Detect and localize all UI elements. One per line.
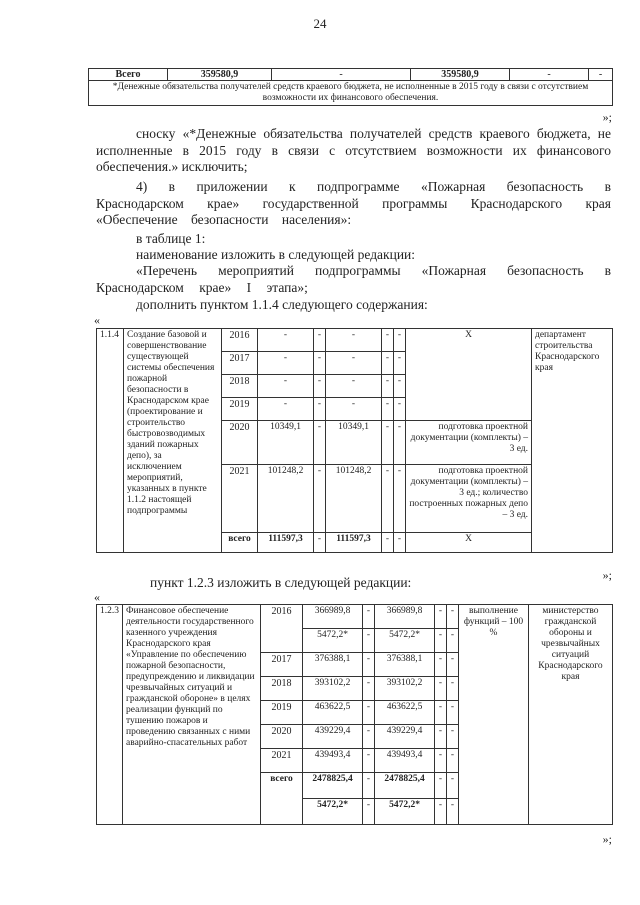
total-cell: 463622,5 bbox=[303, 701, 363, 725]
local-cell: - bbox=[435, 725, 447, 749]
total-cell: 393102,2 bbox=[303, 677, 363, 701]
total-label: всего bbox=[261, 773, 303, 825]
close-quote: »; bbox=[602, 832, 612, 846]
open-quote: « bbox=[94, 590, 100, 604]
federal-cell: - bbox=[314, 398, 326, 421]
table-row bbox=[89, 81, 613, 106]
total-cell: - bbox=[258, 398, 314, 421]
paragraph-add-114: дополнить пунктом 1.1.4 следующего содержания: bbox=[136, 297, 428, 312]
local-cell: - bbox=[435, 799, 447, 825]
federal-cell: - bbox=[363, 725, 375, 749]
table-row bbox=[97, 605, 613, 629]
table-cell: Всего bbox=[89, 69, 168, 81]
total-cell: 439493,4 bbox=[303, 749, 363, 773]
federal-cell: - bbox=[363, 701, 375, 725]
paragraph-item-123: пункт 1.2.3 изложить в следующей редакции: bbox=[150, 575, 412, 590]
federal-cell: - bbox=[314, 352, 326, 375]
total-cell: 439229,4 bbox=[303, 725, 363, 749]
total-label: всего bbox=[222, 533, 258, 553]
other-cell: - bbox=[394, 533, 406, 553]
regional-cell: 5472,2* bbox=[375, 629, 435, 653]
result-cell: подготовка проектной документации (комплекты) – 3 ед.; количество построенных пожарных депо – 3 ед. bbox=[406, 465, 532, 533]
total-cell: 5472,2* bbox=[303, 629, 363, 653]
other-cell: - bbox=[447, 725, 459, 749]
local-cell: - bbox=[382, 398, 394, 421]
total-cell: - bbox=[258, 375, 314, 398]
federal-cell: - bbox=[363, 799, 375, 825]
year-cell: 2020 bbox=[261, 725, 303, 749]
local-cell: - bbox=[435, 653, 447, 677]
federal-cell: - bbox=[314, 465, 326, 533]
other-cell: - bbox=[447, 773, 459, 799]
local-cell: - bbox=[435, 629, 447, 653]
paragraph-table1: в таблице 1: bbox=[136, 231, 206, 246]
item-name: Создание базовой и совершенствование существующей системы обеспечения пожарной безопасности в Краснодарском крае (проектирование и строительство быстровозводимых зданий пожарных депо), за исключением мероприятий, указанных в пункте 1.1.2 настоящей подпрограммы bbox=[124, 329, 222, 553]
local-cell: - bbox=[435, 701, 447, 725]
local-cell: - bbox=[435, 773, 447, 799]
total-cell: 5472,2* bbox=[303, 799, 363, 825]
federal-cell: - bbox=[363, 773, 375, 799]
other-cell: - bbox=[394, 398, 406, 421]
regional-cell: - bbox=[326, 398, 382, 421]
total-cell: 101248,2 bbox=[258, 465, 314, 533]
federal-cell: - bbox=[363, 749, 375, 773]
year-cell: 2021 bbox=[222, 465, 258, 533]
local-cell: - bbox=[382, 421, 394, 465]
year-cell: 2019 bbox=[222, 398, 258, 421]
year-cell: 2020 bbox=[222, 421, 258, 465]
table-row bbox=[97, 329, 613, 352]
year-cell: 2021 bbox=[261, 749, 303, 773]
paragraph-footnote-removal: сноску «*Денежные обязательства получателей средств краевого бюджета, не исполненные в 2015 году в связи с отсутствием возможности их финансового обеспечения.» исключить; bbox=[96, 126, 611, 174]
result-cell: выполнение функций – 100 % bbox=[459, 605, 529, 825]
regional-cell: 393102,2 bbox=[375, 677, 435, 701]
total-cell: 376388,1 bbox=[303, 653, 363, 677]
result-cell: X bbox=[406, 329, 532, 421]
regional-cell: - bbox=[326, 375, 382, 398]
federal-cell: - bbox=[363, 653, 375, 677]
open-quote: « bbox=[94, 313, 100, 327]
local-cell: - bbox=[435, 749, 447, 773]
year-cell: 2016 bbox=[261, 605, 303, 653]
executor-cell: департамент строительства Краснодарского края bbox=[532, 329, 613, 553]
local-cell: - bbox=[382, 465, 394, 533]
table-item-1-1-4 bbox=[96, 328, 613, 553]
regional-cell: 111597,3 bbox=[326, 533, 382, 553]
federal-cell: - bbox=[314, 533, 326, 553]
paragraph-item-4: 4) в приложении к подпрограмме «Пожарная безопасность в Краснодарском крае» государственной программы Краснодарского края «Обеспечение безопасности населения»: bbox=[96, 179, 611, 227]
table-cell: - bbox=[272, 69, 411, 81]
result-cell: X bbox=[406, 533, 532, 553]
other-cell: - bbox=[394, 421, 406, 465]
other-cell: - bbox=[447, 701, 459, 725]
regional-cell: 463622,5 bbox=[375, 701, 435, 725]
regional-cell: 439229,4 bbox=[375, 725, 435, 749]
regional-cell: 376388,1 bbox=[375, 653, 435, 677]
local-cell: - bbox=[382, 375, 394, 398]
year-cell: 2018 bbox=[222, 375, 258, 398]
regional-cell: 2478825,4 bbox=[375, 773, 435, 799]
other-cell: - bbox=[447, 605, 459, 629]
executor-cell: министерство гражданской обороны и чрезвычайных ситуаций Краснодарского края bbox=[529, 605, 613, 825]
regional-cell: 439493,4 bbox=[375, 749, 435, 773]
regional-cell: 5472,2* bbox=[375, 799, 435, 825]
table-item-1-2-3 bbox=[96, 604, 613, 825]
other-cell: - bbox=[447, 749, 459, 773]
result-cell: подготовка проектной документации (комплекты) – 3 ед. bbox=[406, 421, 532, 465]
year-cell: 2017 bbox=[222, 352, 258, 375]
close-quote: »; bbox=[602, 110, 612, 124]
item-name: Финансовое обеспечение деятельности государственного казенного учреждения Краснодарского края «Управление по обеспечению пожарной безопасности, предупреждению и ликвидации чрезвычайных ситуаций и гражданской обороне» в целях реализации функций по тушению пожаров и проведению связанных с ними аварийно-спасательных работ bbox=[123, 605, 261, 825]
item-number: 1.2.3 bbox=[97, 605, 123, 825]
year-cell: 2016 bbox=[222, 329, 258, 352]
total-cell: 10349,1 bbox=[258, 421, 314, 465]
table-row bbox=[89, 69, 613, 81]
local-cell: - bbox=[435, 677, 447, 701]
other-cell: - bbox=[394, 465, 406, 533]
other-cell: - bbox=[394, 375, 406, 398]
local-cell: - bbox=[382, 329, 394, 352]
federal-cell: - bbox=[363, 629, 375, 653]
federal-cell: - bbox=[314, 329, 326, 352]
total-cell: - bbox=[258, 329, 314, 352]
other-cell: - bbox=[394, 352, 406, 375]
regional-cell: 366989,8 bbox=[375, 605, 435, 629]
regional-cell: - bbox=[326, 329, 382, 352]
year-cell: 2017 bbox=[261, 653, 303, 677]
federal-cell: - bbox=[363, 605, 375, 629]
federal-cell: - bbox=[363, 677, 375, 701]
local-cell: - bbox=[382, 352, 394, 375]
federal-cell: - bbox=[314, 375, 326, 398]
year-cell: 2019 bbox=[261, 701, 303, 725]
close-quote: »; bbox=[602, 568, 612, 582]
table-cell: 359580,9 bbox=[411, 69, 510, 81]
table-cell: 359580,9 bbox=[168, 69, 272, 81]
other-cell: - bbox=[447, 629, 459, 653]
footnote: *Денежные обязательства получателей средств краевого бюджета, не исполненные в 2015 году в связи с отсутствием возможности их финансового обеспечения. bbox=[89, 81, 613, 106]
paragraph-title: «Перечень мероприятий подпрограммы «Пожарная безопасность в Краснодарском крае» I этапа»; bbox=[96, 263, 611, 295]
table-cell: - bbox=[589, 69, 613, 81]
other-cell: - bbox=[447, 799, 459, 825]
top-fragment-table bbox=[88, 68, 613, 106]
regional-cell: 10349,1 bbox=[326, 421, 382, 465]
local-cell: - bbox=[382, 533, 394, 553]
paragraph-name: наименование изложить в следующей редакции: bbox=[136, 247, 416, 262]
other-cell: - bbox=[447, 677, 459, 701]
total-cell: - bbox=[258, 352, 314, 375]
other-cell: - bbox=[394, 329, 406, 352]
table-cell: - bbox=[510, 69, 589, 81]
page-number: 24 bbox=[313, 16, 327, 31]
total-cell: 366989,8 bbox=[303, 605, 363, 629]
regional-cell: - bbox=[326, 352, 382, 375]
federal-cell: - bbox=[314, 421, 326, 465]
item-number: 1.1.4 bbox=[97, 329, 124, 553]
total-cell: 111597,3 bbox=[258, 533, 314, 553]
total-cell: 2478825,4 bbox=[303, 773, 363, 799]
other-cell: - bbox=[447, 653, 459, 677]
regional-cell: 101248,2 bbox=[326, 465, 382, 533]
year-cell: 2018 bbox=[261, 677, 303, 701]
local-cell: - bbox=[435, 605, 447, 629]
